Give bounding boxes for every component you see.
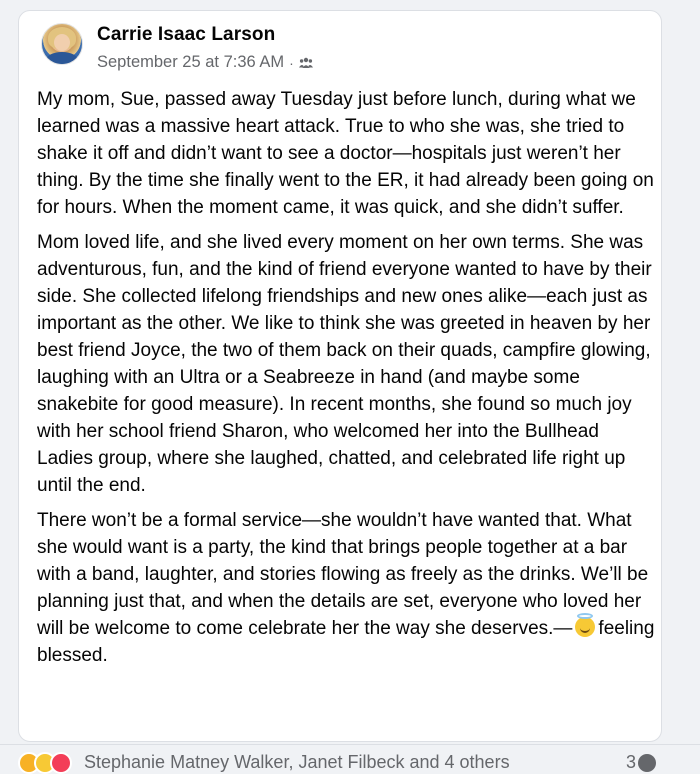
page-background-top <box>0 0 700 10</box>
reaction-names[interactable]: Stephanie Matney Walker, Janet Filbeck and 4 others <box>84 752 510 772</box>
comment-count[interactable] <box>626 752 656 773</box>
reactions-bar[interactable] <box>18 752 678 774</box>
post-paragraph-final <box>37 507 657 669</box>
post-author-name[interactable]: Carrie Isaac Larson <box>97 24 276 45</box>
comment-icon <box>638 754 656 772</box>
post-timestamp[interactable]: September 25 at 7:36 AM <box>97 53 285 71</box>
comment-count-value: 3 <box>626 752 637 772</box>
post-paragraph: My mom, Sue, passed away Tuesday just before lunch, during what we learned was a massive heart attack. True to who she was, she tried to shake it off and didn’t want to see a doctor—hospitals just weren’t her thing. By the time she finally went to the ER, it had already been going on for hours. When the moment came, it was quick, and she didn’t suffer. <box>37 89 654 218</box>
post-meta <box>97 53 313 72</box>
feeling-text[interactable]: feeling blessed. <box>37 618 655 666</box>
meta-separator: · <box>289 54 294 71</box>
smiling-halo-emoji-icon <box>575 617 595 637</box>
love-reaction-icon <box>50 752 72 774</box>
post-card <box>18 10 662 742</box>
avatar-shoulders <box>46 52 78 65</box>
post-final-text: There won’t be a formal service—she wouldn’t have wanted that. What she would want is a party, the kind that brings people together at a bar with a band, laughter, and stories flowing as freely as the drinks. We’ll be planning just that, and when the details are set, everyone who loved her will be welcome to come celebrate her the way she deserves.— <box>37 510 649 639</box>
reactions-divider <box>0 744 700 745</box>
friends-icon[interactable] <box>299 57 313 69</box>
post-body <box>37 86 657 677</box>
post-paragraph: Mom loved life, and she lived every moment on her own terms. She was adventurous, fun, and the kind of friend everyone wanted to have by their side. She collected lifelong friendships and new ones alike—each just as important as the other. We like to think she was greeted in heaven by her best friend Joyce, the two of them back on their quads, campfire glowing, laughing with an Ultra or a Seabreeze in hand (and maybe some snakebite for good measure). In recent months, she found so much joy with her school friend Sharon, who welcomed her into the Bullhead Ladies group, where she laughed, chatted, and celebrated life right up until the end. <box>37 232 652 496</box>
avatar-face <box>54 34 70 51</box>
reaction-icons[interactable] <box>18 752 66 774</box>
author-avatar[interactable] <box>41 23 83 65</box>
